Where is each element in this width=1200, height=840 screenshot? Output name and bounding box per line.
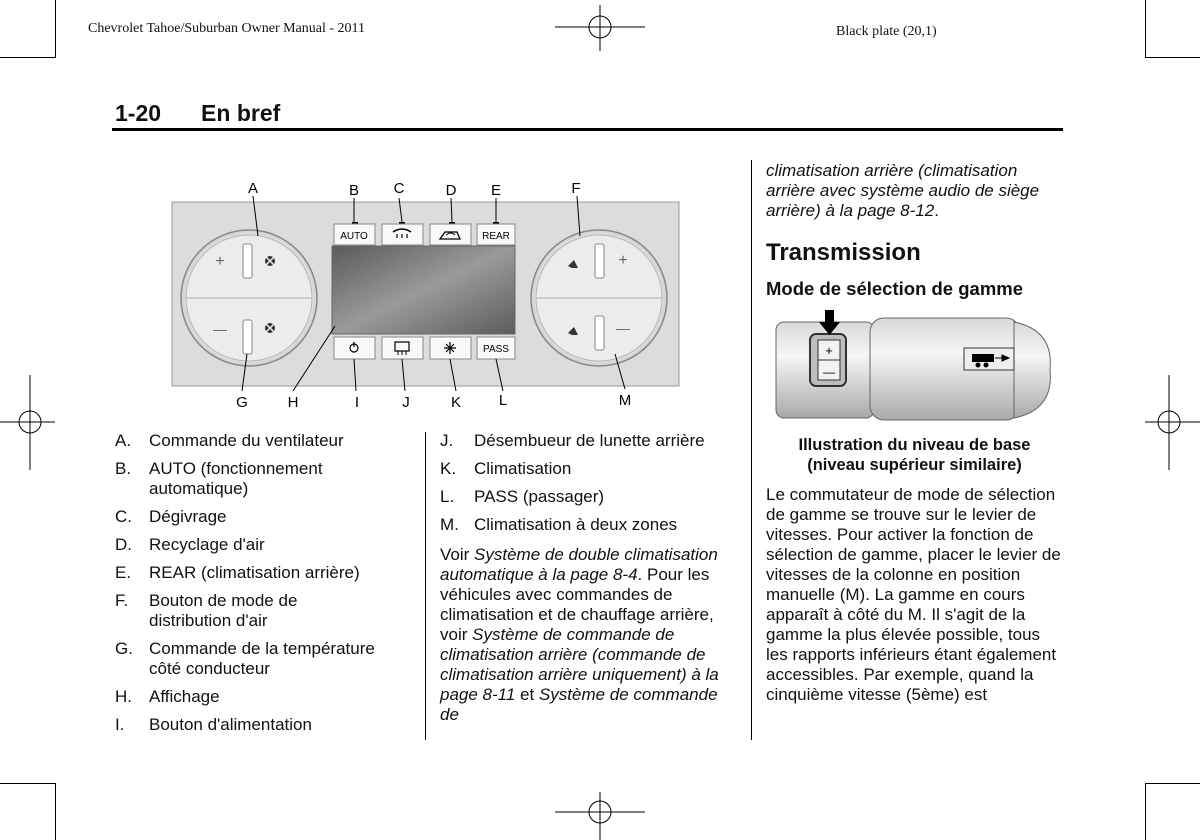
registration-mark-right xyxy=(1145,375,1200,470)
callout-a: A xyxy=(247,180,259,197)
fan-down-icon xyxy=(265,323,275,333)
figure-caption: Illustration du niveau de base (niveau supérieur similaire) xyxy=(798,436,1031,474)
callout-j: J xyxy=(402,394,410,411)
right-knob-minus-label: — xyxy=(616,320,630,336)
subsection-heading: Mode de sélection de gamme xyxy=(766,278,1024,299)
callout-g: G xyxy=(236,394,248,411)
legend-column-2 xyxy=(440,431,745,543)
callout-c: C xyxy=(393,180,405,197)
legend-item: D. Recyclage d'air xyxy=(115,535,265,554)
pass-button-label: PASS xyxy=(483,344,509,355)
section-heading: Transmission xyxy=(766,239,921,266)
registration-mark-bottom xyxy=(555,792,645,840)
tow-haul-icon xyxy=(964,348,1014,370)
legend-item: F. Bouton de mode de distribution d'air xyxy=(115,591,298,630)
link-rear-climate: Système de commande de climatisation arrière (commande de climatisation arrière uniquement) à la page 8-11 xyxy=(440,625,719,704)
header-rule xyxy=(112,128,1063,131)
crop-mark xyxy=(1145,783,1200,784)
right-knob-plus-label: + xyxy=(618,252,628,269)
manual-title: Chevrolet Tahoe/Suburban Owner Manual - 2011 xyxy=(88,21,366,36)
fan-up-icon xyxy=(265,256,275,266)
legend-item: C. Dégivrage xyxy=(115,507,227,526)
legend-item: K. Climatisation xyxy=(440,459,572,478)
crop-mark xyxy=(0,783,56,784)
callout-l: L xyxy=(498,392,508,409)
callout-i: I xyxy=(354,394,360,411)
crop-mark xyxy=(55,0,56,58)
left-knob-minus-label: — xyxy=(213,321,227,337)
rear-button-label: REAR xyxy=(482,231,510,242)
shifter-figure xyxy=(774,308,1054,422)
cross-reference-paragraph: Voir Système de double climatisation automatique à la page 8-4. Pour les véhicules avec commandes de climatisation et de chauffage arrière, voir Système de commande de climatisation arrière (commande de climatisation arrière uniquement) à la page 8-11 et Système de commande de xyxy=(440,545,719,724)
callout-f: F xyxy=(571,180,581,197)
plate-label: Black plate (20,1) xyxy=(836,24,937,39)
legend-item: E. REAR (climatisation arrière) xyxy=(115,563,360,582)
crop-mark xyxy=(0,57,56,58)
legend-item: I. Bouton d'alimentation xyxy=(115,715,312,734)
callout-h: H xyxy=(287,394,299,411)
page-heading xyxy=(115,100,715,127)
legend-item: J. Désembueur de lunette arrière xyxy=(440,431,705,450)
crop-mark xyxy=(55,783,56,840)
legend-item: A. Commande du ventilateur xyxy=(115,431,344,450)
auto-button-label: AUTO xyxy=(340,231,368,242)
shift-plus-label: + xyxy=(825,343,833,358)
registration-mark-left xyxy=(0,375,55,470)
registration-mark-top xyxy=(555,5,645,51)
shift-minus-label: — xyxy=(823,365,835,379)
continued-reference: climatisation arrière (climatisation arrière avec système audio de siège arrière) à la page 8-12. xyxy=(766,161,1040,220)
callout-k: K xyxy=(450,394,462,411)
legend-column-1 xyxy=(115,431,415,743)
crop-mark xyxy=(1145,0,1146,58)
link-dual-climate: Système de double climatisation automatique à la page 8-4 xyxy=(440,545,718,584)
callout-d: D xyxy=(445,182,457,199)
crop-mark xyxy=(1145,57,1200,58)
callout-e: E xyxy=(490,182,502,199)
legend-item: M. Climatisation à deux zones xyxy=(440,515,678,534)
legend-item: H. Affichage xyxy=(115,687,220,706)
legend-item: B. AUTO (fonctionnement automatique) xyxy=(115,459,323,498)
left-knob-plus-label: + xyxy=(215,253,225,270)
crop-mark xyxy=(1145,783,1146,840)
callout-b: B xyxy=(348,182,360,199)
page-number: 1-20 xyxy=(115,100,162,126)
callout-m: M xyxy=(618,392,632,409)
link-rear-climate-audio: Système de commande de xyxy=(440,685,718,724)
legend-item: G. Commande de la température côté conducteur xyxy=(115,639,375,678)
column-divider xyxy=(751,160,752,740)
legend-item: L. PASS (passager) xyxy=(440,487,605,506)
section-title: En bref xyxy=(201,100,281,126)
climate-control-figure xyxy=(170,176,682,412)
column-divider xyxy=(425,432,426,740)
range-selection-body: Le commutateur de mode de sélection de gamme se trouve sur le levier de vitesses. Pour activer la fonction de sélection de gamme, placer le levier de vitesses de la colonne en position manuelle (M). La gamme en cours apparaît à côté du M. Il s'agit de la gamme la plus élevée possible, tous les rapports inférieurs étant également accessibles. Par exemple, quand la cinquième vitesse (5ème) est xyxy=(766,485,1061,704)
